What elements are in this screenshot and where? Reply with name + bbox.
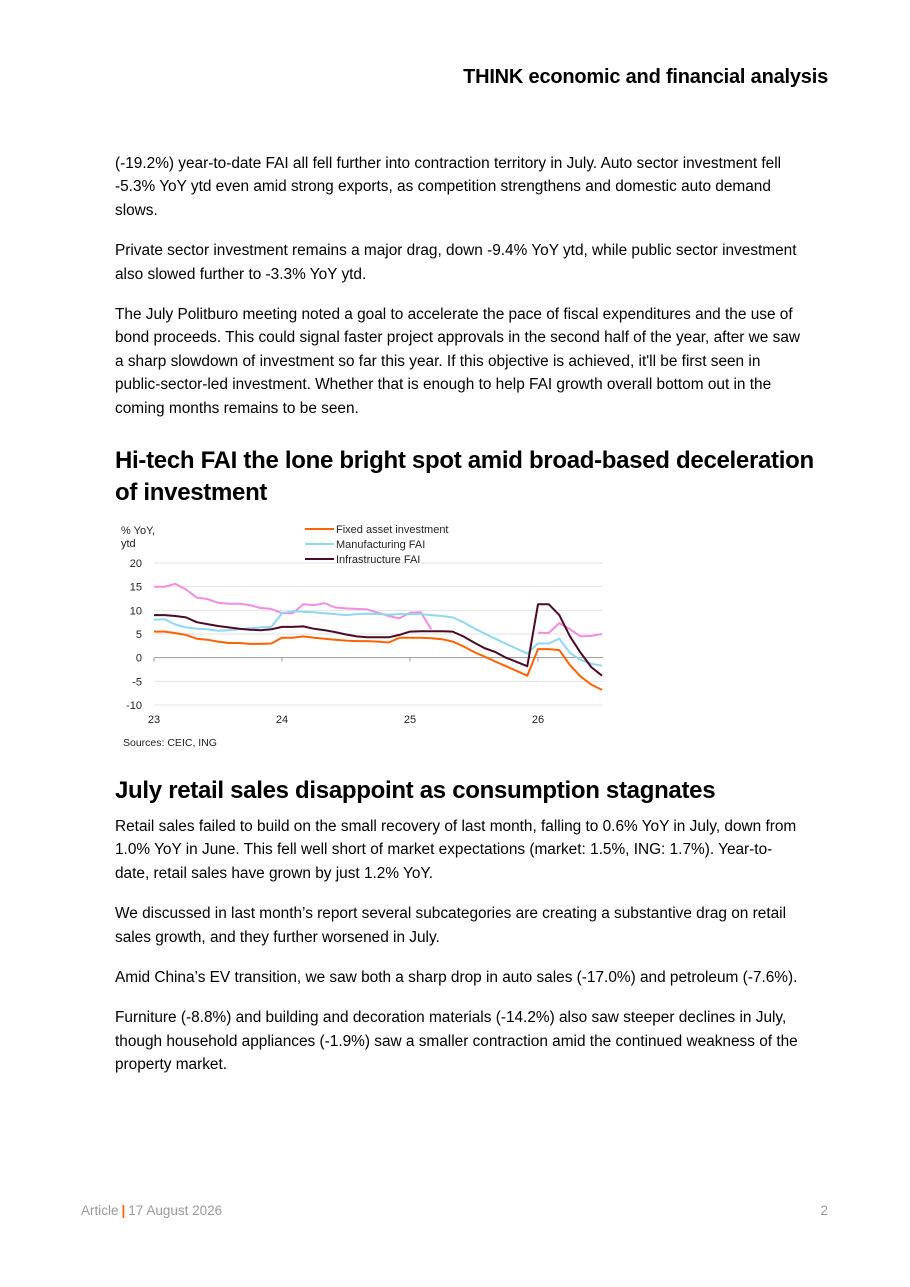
y-tick-label: 5 [135,629,142,641]
fai-line-chart [112,518,612,753]
page-number: 2 [820,1203,828,1218]
footer-date: 17 August 2026 [128,1203,223,1218]
y-tick-label: 10 [129,605,142,618]
paragraph: Furniture (-8.8%) and building and decoration materials (-14.2%) also saw steeper declines in July, though household appliances (-1.9%) saw a smaller contraction amid the continued weakness of the property market. [115,1009,798,1074]
footer [81,1203,222,1218]
paragraph: The July Politburo meeting noted a goal to accelerate the pace of fiscal expenditures and the use of bond proceeds. This could signal faster project approvals in the second half of the year, after we saw a sharp slowdown of investment so far this year. If this objective is achieved, it'll be first seen in public-sector-led investment. Whether that is enough to help FAI growth overall bottom out in the coming months remains to be seen. [115,306,800,417]
legend-label: Manufacturing FAI [336,539,426,551]
paragraph: Retail sales failed to build on the small recovery of last month, falling to 0.6% YoY in July, down from 1.0% YoY in June. This fell well short of market expectations (market: 1.5%, ING: 1.7%). Year-to-date, retail sales have grown by just 1.2% YoY. [115,818,797,882]
paragraph: Private sector investment remains a major drag, down -9.4% YoY ytd, while public sector investment also slowed further to -3.3% YoY ytd. [115,242,797,283]
paragraph: We discussed in last month’s report several subcategories are creating a substantive drag on retail sales growth, and they further worsened in July. [115,905,786,946]
y-axis-label: % YoY, [121,525,156,537]
body-text-top [115,152,805,437]
retail-heading: July retail sales disappoint as consumption stagnates [115,777,716,804]
x-tick-label: 25 [403,714,417,726]
chart-heading: Hi-tech FAI the lone bright spot amid broad-based deceleration of investment [115,447,814,506]
y-axis-label: ytd [121,538,136,550]
report-header-title: THINK economic and financial analysis [463,66,828,88]
y-tick-label: 15 [129,581,142,594]
y-tick-label: 20 [129,558,142,570]
footer-separator: | [121,1203,126,1218]
y-tick-label: 0 [135,652,142,665]
body-text-retail [115,815,805,1094]
legend-label: Infrastructure FAI [336,554,421,566]
y-tick-label: -5 [132,676,142,689]
x-tick-label: 26 [531,714,545,726]
paragraph: Amid China’s EV transition, we saw both a sharp drop in auto sales (-17.0%) and petroleum (-7.6%). [115,969,798,987]
x-tick-label: 24 [275,714,289,726]
legend-label: Fixed asset investment [336,524,449,536]
x-tick-label: 23 [147,714,161,726]
footer-label: Article [81,1203,119,1218]
paragraph: (-19.2%) year-to-date FAI all fell further into contraction territory in July. Auto sector investment fell -5.3% YoY ytd even amid strong exports, as competition strengthens and domestic auto demand slows. [115,155,782,219]
chart-source: Sources: CEIC, ING [123,737,217,749]
y-tick-label: -10 [126,700,142,712]
